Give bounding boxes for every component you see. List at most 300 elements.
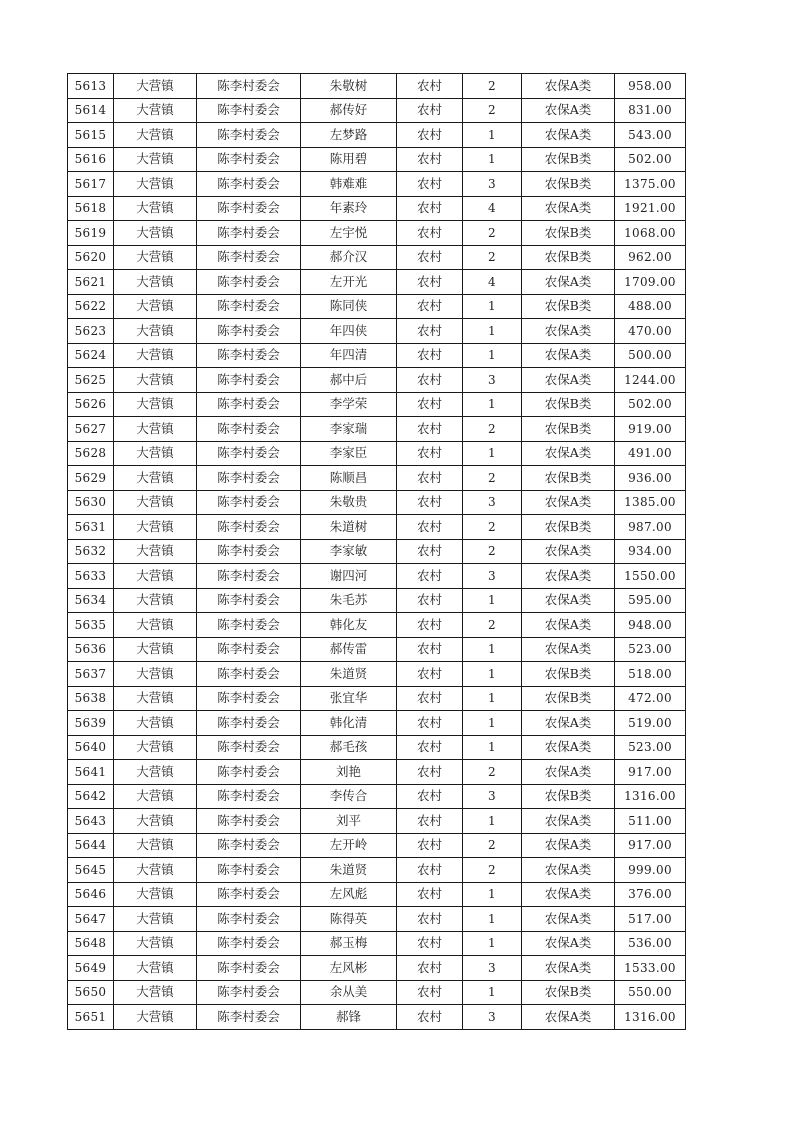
table-row	[68, 196, 686, 221]
cell-count: 1	[463, 294, 522, 319]
table-row	[68, 515, 686, 540]
cell-amount: 934.00	[615, 539, 686, 564]
cell-name: 左梦路	[301, 123, 397, 148]
cell-category: 农保B类	[522, 784, 615, 809]
cell-village: 陈李村委会	[197, 319, 301, 344]
cell-type: 农村	[397, 760, 463, 785]
cell-count: 1	[463, 686, 522, 711]
cell-name: 刘平	[301, 809, 397, 834]
cell-town: 大营镇	[114, 907, 197, 932]
cell-name: 朱敬贵	[301, 490, 397, 515]
cell-category: 农保A类	[522, 319, 615, 344]
cell-village: 陈李村委会	[197, 270, 301, 295]
cell-count: 2	[463, 760, 522, 785]
cell-village: 陈李村委会	[197, 245, 301, 270]
cell-type: 农村	[397, 564, 463, 589]
cell-category: 农保A类	[522, 196, 615, 221]
cell-name: 左开光	[301, 270, 397, 295]
cell-type: 农村	[397, 368, 463, 393]
cell-id: 5629	[68, 466, 114, 491]
cell-count: 2	[463, 833, 522, 858]
cell-name: 朱道树	[301, 515, 397, 540]
cell-village: 陈李村委会	[197, 515, 301, 540]
cell-type: 农村	[397, 221, 463, 246]
cell-village: 陈李村委会	[197, 417, 301, 442]
cell-category: 农保A类	[522, 564, 615, 589]
table-row	[68, 270, 686, 295]
table-row	[68, 784, 686, 809]
cell-amount: 376.00	[615, 882, 686, 907]
cell-town: 大营镇	[114, 98, 197, 123]
table-row	[68, 760, 686, 785]
cell-town: 大营镇	[114, 221, 197, 246]
table-row	[68, 588, 686, 613]
cell-village: 陈李村委会	[197, 784, 301, 809]
cell-category: 农保A类	[522, 907, 615, 932]
cell-id: 5641	[68, 760, 114, 785]
cell-type: 农村	[397, 980, 463, 1005]
cell-id: 5639	[68, 711, 114, 736]
cell-town: 大营镇	[114, 392, 197, 417]
cell-amount: 1068.00	[615, 221, 686, 246]
cell-amount: 550.00	[615, 980, 686, 1005]
cell-count: 1	[463, 735, 522, 760]
cell-town: 大营镇	[114, 858, 197, 883]
cell-type: 农村	[397, 784, 463, 809]
cell-name: 朱道贤	[301, 858, 397, 883]
cell-type: 农村	[397, 858, 463, 883]
cell-type: 农村	[397, 907, 463, 932]
cell-count: 2	[463, 858, 522, 883]
cell-id: 5636	[68, 637, 114, 662]
cell-town: 大营镇	[114, 417, 197, 442]
cell-town: 大营镇	[114, 882, 197, 907]
cell-town: 大营镇	[114, 931, 197, 956]
cell-amount: 831.00	[615, 98, 686, 123]
cell-village: 陈李村委会	[197, 392, 301, 417]
cell-category: 农保B类	[522, 686, 615, 711]
cell-count: 2	[463, 613, 522, 638]
cell-type: 农村	[397, 196, 463, 221]
cell-amount: 999.00	[615, 858, 686, 883]
table-row	[68, 662, 686, 687]
cell-type: 农村	[397, 245, 463, 270]
cell-id: 5623	[68, 319, 114, 344]
cell-amount: 1375.00	[615, 172, 686, 197]
table-row	[68, 1005, 686, 1030]
cell-type: 农村	[397, 98, 463, 123]
cell-name: 年素玲	[301, 196, 397, 221]
table-row	[68, 147, 686, 172]
cell-amount: 987.00	[615, 515, 686, 540]
cell-count: 3	[463, 1005, 522, 1030]
cell-category: 农保A类	[522, 858, 615, 883]
table-row	[68, 294, 686, 319]
cell-town: 大营镇	[114, 368, 197, 393]
cell-type: 农村	[397, 270, 463, 295]
cell-id: 5625	[68, 368, 114, 393]
cell-count: 2	[463, 74, 522, 99]
cell-amount: 502.00	[615, 147, 686, 172]
cell-category: 农保A类	[522, 539, 615, 564]
cell-id: 5635	[68, 613, 114, 638]
cell-village: 陈李村委会	[197, 588, 301, 613]
cell-type: 农村	[397, 490, 463, 515]
cell-town: 大营镇	[114, 294, 197, 319]
cell-village: 陈李村委会	[197, 931, 301, 956]
cell-category: 农保A类	[522, 123, 615, 148]
cell-type: 农村	[397, 588, 463, 613]
cell-name: 韩化友	[301, 613, 397, 638]
cell-village: 陈李村委会	[197, 147, 301, 172]
cell-count: 1	[463, 882, 522, 907]
cell-count: 2	[463, 245, 522, 270]
cell-amount: 517.00	[615, 907, 686, 932]
cell-id: 5619	[68, 221, 114, 246]
cell-type: 农村	[397, 123, 463, 148]
cell-amount: 500.00	[615, 343, 686, 368]
cell-category: 农保B类	[522, 392, 615, 417]
cell-amount: 1921.00	[615, 196, 686, 221]
cell-village: 陈李村委会	[197, 196, 301, 221]
cell-count: 4	[463, 270, 522, 295]
cell-amount: 1550.00	[615, 564, 686, 589]
cell-id: 5640	[68, 735, 114, 760]
cell-count: 3	[463, 490, 522, 515]
cell-name: 陈得英	[301, 907, 397, 932]
cell-type: 农村	[397, 441, 463, 466]
table-row	[68, 882, 686, 907]
cell-town: 大营镇	[114, 490, 197, 515]
cell-village: 陈李村委会	[197, 809, 301, 834]
cell-type: 农村	[397, 294, 463, 319]
cell-count: 1	[463, 662, 522, 687]
cell-town: 大营镇	[114, 270, 197, 295]
table-row	[68, 441, 686, 466]
cell-category: 农保A类	[522, 343, 615, 368]
cell-count: 1	[463, 588, 522, 613]
cell-town: 大营镇	[114, 515, 197, 540]
cell-id: 5616	[68, 147, 114, 172]
cell-count: 1	[463, 711, 522, 736]
cell-id: 5650	[68, 980, 114, 1005]
cell-id: 5645	[68, 858, 114, 883]
cell-count: 2	[463, 221, 522, 246]
cell-id: 5642	[68, 784, 114, 809]
cell-village: 陈李村委会	[197, 907, 301, 932]
cell-type: 农村	[397, 931, 463, 956]
cell-amount: 470.00	[615, 319, 686, 344]
cell-village: 陈李村委会	[197, 637, 301, 662]
cell-town: 大营镇	[114, 784, 197, 809]
cell-village: 陈李村委会	[197, 711, 301, 736]
cell-name: 郝中后	[301, 368, 397, 393]
cell-amount: 519.00	[615, 711, 686, 736]
cell-type: 农村	[397, 417, 463, 442]
cell-count: 2	[463, 515, 522, 540]
cell-amount: 595.00	[615, 588, 686, 613]
table-row	[68, 539, 686, 564]
cell-category: 农保B类	[522, 147, 615, 172]
cell-type: 农村	[397, 662, 463, 687]
cell-village: 陈李村委会	[197, 98, 301, 123]
cell-name: 李家臣	[301, 441, 397, 466]
cell-village: 陈李村委会	[197, 172, 301, 197]
cell-id: 5628	[68, 441, 114, 466]
cell-type: 农村	[397, 711, 463, 736]
cell-count: 3	[463, 368, 522, 393]
cell-type: 农村	[397, 833, 463, 858]
cell-name: 年四侠	[301, 319, 397, 344]
cell-id: 5621	[68, 270, 114, 295]
cell-id: 5613	[68, 74, 114, 99]
cell-category: 农保B类	[522, 221, 615, 246]
cell-amount: 917.00	[615, 833, 686, 858]
cell-name: 李家敏	[301, 539, 397, 564]
cell-category: 农保B类	[522, 662, 615, 687]
cell-category: 农保B类	[522, 294, 615, 319]
cell-village: 陈李村委会	[197, 123, 301, 148]
table-row	[68, 98, 686, 123]
cell-name: 郝玉梅	[301, 931, 397, 956]
cell-amount: 919.00	[615, 417, 686, 442]
cell-village: 陈李村委会	[197, 686, 301, 711]
cell-id: 5620	[68, 245, 114, 270]
cell-village: 陈李村委会	[197, 221, 301, 246]
cell-village: 陈李村委会	[197, 466, 301, 491]
cell-town: 大营镇	[114, 613, 197, 638]
cell-town: 大营镇	[114, 588, 197, 613]
cell-town: 大营镇	[114, 74, 197, 99]
cell-amount: 1244.00	[615, 368, 686, 393]
table-row	[68, 613, 686, 638]
cell-village: 陈李村委会	[197, 1005, 301, 1030]
cell-amount: 472.00	[615, 686, 686, 711]
cell-name: 左风彪	[301, 882, 397, 907]
cell-count: 4	[463, 196, 522, 221]
cell-count: 1	[463, 931, 522, 956]
cell-name: 张宜华	[301, 686, 397, 711]
cell-category: 农保A类	[522, 833, 615, 858]
table-row	[68, 711, 686, 736]
cell-type: 农村	[397, 613, 463, 638]
cell-name: 韩化清	[301, 711, 397, 736]
cell-village: 陈李村委会	[197, 441, 301, 466]
table-row	[68, 245, 686, 270]
cell-category: 农保A类	[522, 760, 615, 785]
cell-amount: 523.00	[615, 637, 686, 662]
cell-name: 陈顺昌	[301, 466, 397, 491]
cell-amount: 1385.00	[615, 490, 686, 515]
cell-amount: 962.00	[615, 245, 686, 270]
cell-village: 陈李村委会	[197, 74, 301, 99]
cell-id: 5624	[68, 343, 114, 368]
cell-count: 2	[463, 417, 522, 442]
cell-village: 陈李村委会	[197, 539, 301, 564]
cell-name: 左风彬	[301, 956, 397, 981]
cell-category: 农保A类	[522, 98, 615, 123]
cell-name: 郝传雷	[301, 637, 397, 662]
table-row	[68, 466, 686, 491]
table-body	[68, 74, 686, 1030]
cell-count: 2	[463, 466, 522, 491]
table-row	[68, 833, 686, 858]
cell-type: 农村	[397, 319, 463, 344]
cell-id: 5651	[68, 1005, 114, 1030]
cell-town: 大营镇	[114, 833, 197, 858]
cell-amount: 536.00	[615, 931, 686, 956]
cell-town: 大营镇	[114, 637, 197, 662]
cell-amount: 1316.00	[615, 1005, 686, 1030]
cell-count: 1	[463, 980, 522, 1005]
cell-village: 陈李村委会	[197, 980, 301, 1005]
table-row	[68, 221, 686, 246]
cell-amount: 958.00	[615, 74, 686, 99]
cell-type: 农村	[397, 956, 463, 981]
cell-town: 大营镇	[114, 662, 197, 687]
cell-category: 农保A类	[522, 711, 615, 736]
cell-name: 陈同侠	[301, 294, 397, 319]
cell-amount: 523.00	[615, 735, 686, 760]
cell-village: 陈李村委会	[197, 735, 301, 760]
cell-id: 5632	[68, 539, 114, 564]
cell-count: 3	[463, 784, 522, 809]
table-row	[68, 343, 686, 368]
cell-amount: 491.00	[615, 441, 686, 466]
table-row	[68, 809, 686, 834]
cell-id: 5646	[68, 882, 114, 907]
cell-village: 陈李村委会	[197, 833, 301, 858]
cell-count: 3	[463, 564, 522, 589]
cell-village: 陈李村委会	[197, 858, 301, 883]
cell-category: 农保A类	[522, 882, 615, 907]
cell-amount: 502.00	[615, 392, 686, 417]
cell-name: 左宇悦	[301, 221, 397, 246]
table-row	[68, 735, 686, 760]
cell-village: 陈李村委会	[197, 490, 301, 515]
cell-id: 5649	[68, 956, 114, 981]
cell-count: 1	[463, 637, 522, 662]
cell-category: 农保A类	[522, 809, 615, 834]
cell-name: 郝介汉	[301, 245, 397, 270]
cell-id: 5617	[68, 172, 114, 197]
cell-name: 朱敬树	[301, 74, 397, 99]
cell-count: 1	[463, 907, 522, 932]
cell-count: 3	[463, 172, 522, 197]
data-table	[67, 73, 686, 1030]
cell-town: 大营镇	[114, 319, 197, 344]
table-row	[68, 564, 686, 589]
cell-town: 大营镇	[114, 980, 197, 1005]
cell-name: 左开岭	[301, 833, 397, 858]
cell-id: 5627	[68, 417, 114, 442]
cell-village: 陈李村委会	[197, 368, 301, 393]
cell-type: 农村	[397, 147, 463, 172]
cell-category: 农保B类	[522, 980, 615, 1005]
table-row	[68, 637, 686, 662]
cell-category: 农保A类	[522, 613, 615, 638]
table-row	[68, 907, 686, 932]
cell-amount: 543.00	[615, 123, 686, 148]
cell-id: 5638	[68, 686, 114, 711]
cell-id: 5614	[68, 98, 114, 123]
cell-count: 1	[463, 392, 522, 417]
cell-category: 农保A类	[522, 270, 615, 295]
cell-category: 农保A类	[522, 588, 615, 613]
cell-town: 大营镇	[114, 466, 197, 491]
cell-amount: 518.00	[615, 662, 686, 687]
cell-town: 大营镇	[114, 735, 197, 760]
cell-amount: 948.00	[615, 613, 686, 638]
cell-name: 年四清	[301, 343, 397, 368]
table-row	[68, 319, 686, 344]
cell-id: 5634	[68, 588, 114, 613]
cell-id: 5626	[68, 392, 114, 417]
cell-id: 5633	[68, 564, 114, 589]
cell-category: 农保A类	[522, 441, 615, 466]
cell-village: 陈李村委会	[197, 882, 301, 907]
cell-id: 5643	[68, 809, 114, 834]
cell-type: 农村	[397, 74, 463, 99]
cell-category: 农保A类	[522, 368, 615, 393]
table-row	[68, 931, 686, 956]
table-row	[68, 74, 686, 99]
cell-type: 农村	[397, 809, 463, 834]
cell-count: 1	[463, 319, 522, 344]
cell-type: 农村	[397, 686, 463, 711]
cell-town: 大营镇	[114, 123, 197, 148]
cell-count: 1	[463, 441, 522, 466]
cell-village: 陈李村委会	[197, 956, 301, 981]
cell-id: 5618	[68, 196, 114, 221]
cell-category: 农保B类	[522, 515, 615, 540]
cell-type: 农村	[397, 539, 463, 564]
cell-town: 大营镇	[114, 956, 197, 981]
cell-count: 2	[463, 539, 522, 564]
cell-type: 农村	[397, 343, 463, 368]
cell-village: 陈李村委会	[197, 760, 301, 785]
cell-category: 农保A类	[522, 956, 615, 981]
cell-name: 郝传好	[301, 98, 397, 123]
cell-name: 韩难难	[301, 172, 397, 197]
cell-name: 朱道贤	[301, 662, 397, 687]
cell-amount: 1533.00	[615, 956, 686, 981]
table-row	[68, 956, 686, 981]
cell-type: 农村	[397, 1005, 463, 1030]
cell-town: 大营镇	[114, 760, 197, 785]
cell-town: 大营镇	[114, 147, 197, 172]
cell-id: 5637	[68, 662, 114, 687]
cell-village: 陈李村委会	[197, 662, 301, 687]
cell-town: 大营镇	[114, 686, 197, 711]
cell-name: 陈用碧	[301, 147, 397, 172]
cell-village: 陈李村委会	[197, 343, 301, 368]
cell-name: 郝锋	[301, 1005, 397, 1030]
cell-amount: 936.00	[615, 466, 686, 491]
table-row	[68, 368, 686, 393]
cell-count: 1	[463, 343, 522, 368]
cell-category: 农保A类	[522, 735, 615, 760]
cell-town: 大营镇	[114, 441, 197, 466]
cell-category: 农保A类	[522, 931, 615, 956]
cell-category: 农保B类	[522, 245, 615, 270]
cell-count: 1	[463, 809, 522, 834]
cell-town: 大营镇	[114, 711, 197, 736]
cell-type: 农村	[397, 735, 463, 760]
table-row	[68, 392, 686, 417]
cell-category: 农保A类	[522, 490, 615, 515]
cell-category: 农保A类	[522, 74, 615, 99]
